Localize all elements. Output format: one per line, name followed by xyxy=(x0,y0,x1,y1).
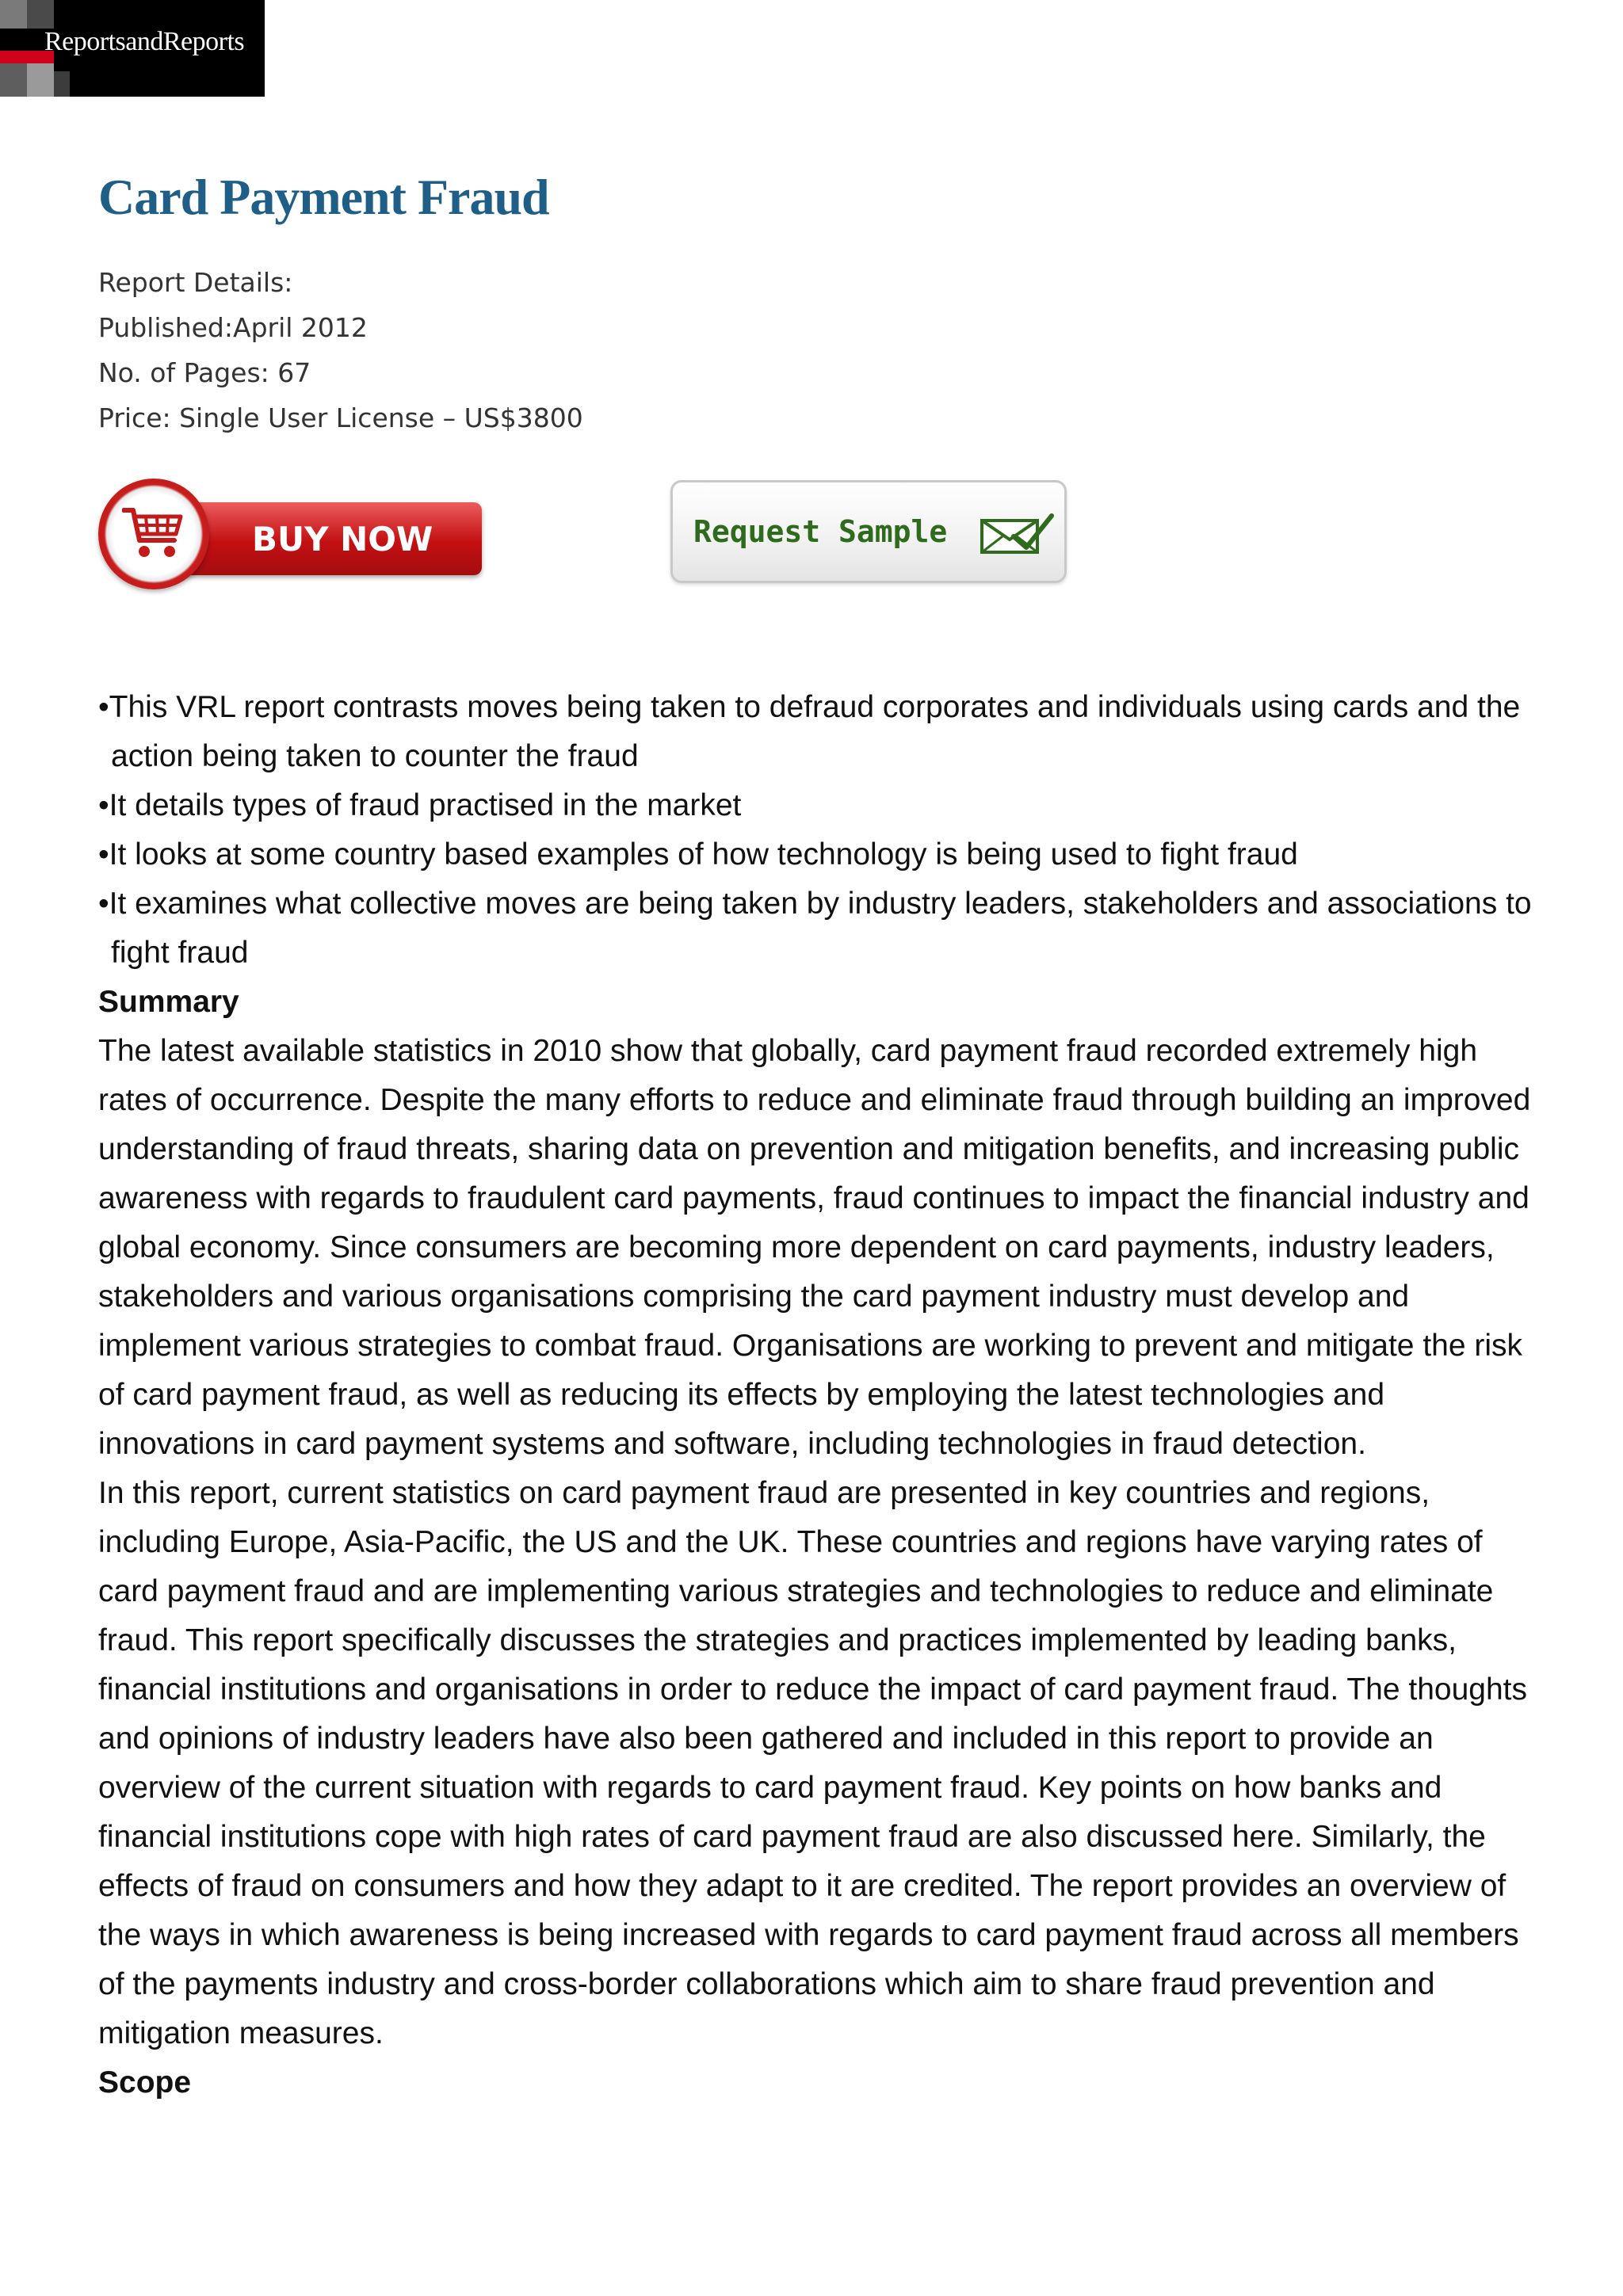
logo-text: ReportsandReports xyxy=(44,27,245,56)
buy-now-button[interactable] xyxy=(98,479,483,589)
summary-paragraph: The latest available statistics in 2010 show that globally, card payment fraud recorded extremely high rates of occurrence. Despite the many efforts to reduce and eliminate fraud through building an improved understanding of fraud threats, sharing data on prevention and mitigation benefits, and increasing public awareness with regards to fraudulent card payments, fraud continues to impact the financial industry and global economy. Since consumers are becoming more dependent on card payments, industry leaders, stakeholders and various organisations comprising the card payment industry must develop and implement various strategies to combat fraud. Organisations are working to prevent and mitigate the risk of card payment fraud, as well as reducing its effects by employing the latest technologies and innovations in card payment systems and software, including technologies in fraud detection. xyxy=(98,1034,1531,1461)
logo-square xyxy=(27,0,54,29)
page-count: No. of Pages: 67 xyxy=(98,357,311,388)
buy-now-label: BUY NOW xyxy=(252,520,433,559)
price: Price: Single User License – US$3800 xyxy=(98,402,583,433)
report-description xyxy=(98,683,1541,2107)
logo-square xyxy=(0,0,27,29)
site-logo[interactable] xyxy=(0,0,265,97)
page-title: Card Payment Fraud xyxy=(98,169,549,225)
envelope-check-icon xyxy=(979,513,1055,555)
request-sample-button[interactable] xyxy=(670,480,1067,583)
bullet-item: •It looks at some country based examples of how technology is being used to fight fraud xyxy=(98,837,1298,871)
request-sample-label: Request Sample xyxy=(693,514,948,549)
logo-square xyxy=(54,71,70,97)
report-details-heading: Report Details: xyxy=(98,267,293,298)
bullet-item: •It examines what collective moves are being taken by industry leaders, stakeholders and associations to fight fraud xyxy=(98,887,1532,970)
published-date: Published:April 2012 xyxy=(98,312,368,343)
shopping-cart-icon xyxy=(122,505,185,563)
logo-square xyxy=(0,63,27,97)
bullet-item: •This VRL report contrasts moves being taken to defraud corporates and individuals using cards and the action being taken to counter the fraud xyxy=(98,690,1521,773)
bullet-item: •It details types of fraud practised in the market xyxy=(98,788,742,822)
summary-heading: Summary xyxy=(98,985,239,1019)
summary-paragraph: In this report, current statistics on card payment fraud are presented in key countries and regions, including Europe, Asia-Pacific, the US and the UK. These countries and regions have varying rates of card payment fraud and are implementing various strategies and technologies to reduce and eliminate fraud. This report specifically discusses the strategies and practices implemented by leading banks, financial institutions and organisations in order to reduce the impact of card payment fraud. The thoughts and opinions of industry leaders have also been gathered and included in this report to provide an overview of the current situation with regards to card payment fraud. Key points on how banks and financial institutions cope with high rates of card payment fraud are also discussed here. Similarly, the effects of fraud on consumers and how they adapt to it are credited. The report provides an overview of the ways in which awareness is being increased with regards to card payment fraud across all members of the payments industry and cross-border collaborations which aim to share fraud prevention and mitigation measures. xyxy=(98,1476,1528,2050)
logo-square xyxy=(27,63,54,97)
scope-heading: Scope xyxy=(98,2065,192,2100)
cart-badge xyxy=(98,479,209,589)
report-details xyxy=(98,260,583,441)
